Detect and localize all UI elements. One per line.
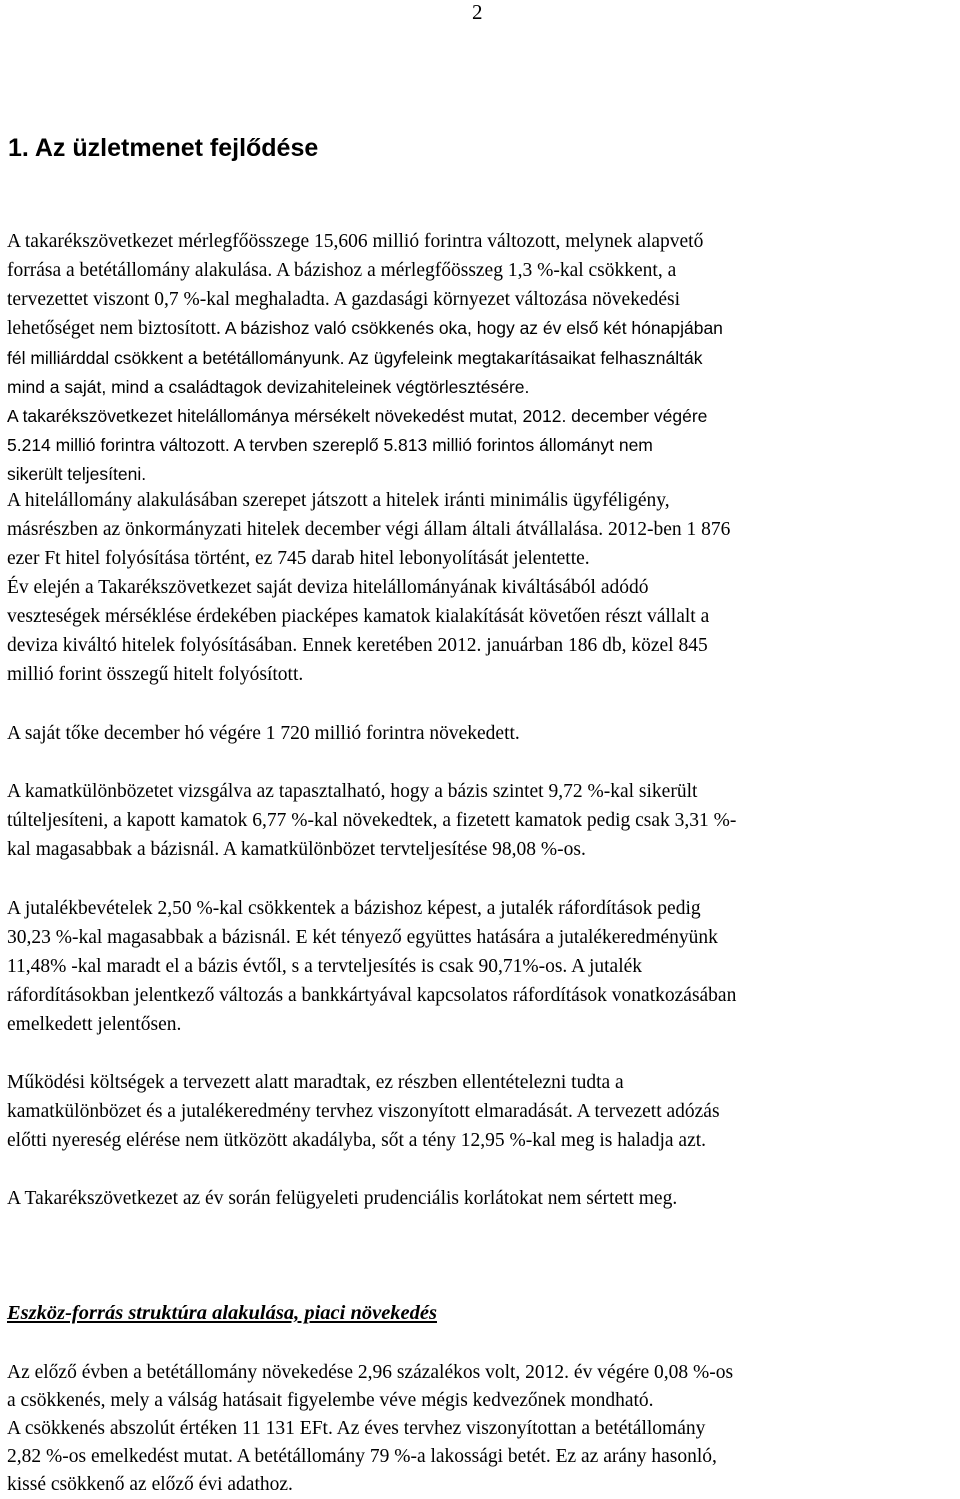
text-line: kamatkülönbözet és a jutalékeredmény tervhez viszonyított elmaradását. A tervezett adózás [7,1101,720,1122]
text-line [7,314,957,344]
text-line: A csökkenés abszolút értéken 11 131 EFt. Az éves tervhez viszonyítottan a betétállomány [7,1418,706,1439]
text-line: 11,48% -kal maradt el a bázis évtől, s a tervteljesítés is csak 90,71%-os. A jutalék [7,956,643,977]
text-line: Év elején a Takarékszövetkezet saját deviza hitelállományának kiváltásából adódó [7,577,649,598]
paragraph-balance-sheet [7,227,957,489]
text-line: a csökkenés, mely a válság hatásait figyelembe véve mégis kedvezőnek mondható. [7,1390,654,1411]
page-number: 2 [472,0,483,24]
text-line: A saját tőke december hó végére 1 720 millió forintra növekedett. [7,723,520,744]
text-line: A takarékszövetkezet mérlegfőösszege 15,606 millió forintra változott, melynek alapvető [7,231,704,252]
text-line: ráfordításokban jelentkező változás a bankkártyával kapcsolatos ráfordítások vonatkozásában [7,985,737,1006]
text-line: deviza kiváltó hitelek folyósításában. Ennek keretében 2012. januárban 186 db, közel 845 [7,635,708,656]
paragraph-prudential [7,1184,957,1213]
text-line: kal magasabbak a bázisnál. A kamatkülönbözet tervteljesítése 98,08 %-os. [7,839,586,860]
text-line: veszteségek mérséklése érdekében piacképes kamatok kialakítását követően részt vállalt a [7,606,710,627]
paragraph-equity [7,719,957,748]
text-line: A Takarékszövetkezet az év során felügyeleti prudenciális korlátokat nem sértett meg. [7,1188,678,1209]
subsection-heading: Eszköz-forrás struktúra alakulása, piaci növekedés [7,1302,437,1324]
text-line: emelkedett jelentősen. [7,1014,182,1035]
text-line: Az előző évben a betétállomány növekedése 2,96 százalékos volt, 2012. év végére 0,08 %-os [7,1362,734,1383]
section-heading: 1. Az üzletmenet fejlődése [8,134,319,162]
text-line: fél milliárddal csökkent a betétállományunk. Az ügyfeleink megtakarításaikat felhasználták [7,348,703,368]
text-line: A kamatkülönbözetet vizsgálva az tapasztalható, hogy a bázis szintet 9,72 %-kal sikerült [7,781,698,802]
text-line: millió forint összegű hitelt folyósított. [7,664,304,685]
text-line: mind a saját, mind a családtagok devizahiteleinek végtörlesztésére. [7,377,530,397]
text-line: 30,23 %-kal magasabbak a bázisnál. E két tényező együttes hatására a jutalékeredményünk [7,927,718,948]
text-segment: lehetőséget nem biztosított. [7,318,221,339]
paragraph-deposits [7,1359,957,1499]
paragraph-loans [7,486,957,689]
text-line: tervezettet viszont 0,7 %-kal meghaladta. A gazdasági környezet változása növekedési [7,289,681,310]
text-line: ezer Ft hitel folyósítása történt, ez 745 darab hitel lebonyolítását jelentette. [7,548,590,569]
text-line: sikerült teljesíteni. [7,464,147,484]
text-line: előtti nyereség elérése nem ütközött akadályba, sőt a tény 12,95 %-kal meg is haladja azt. [7,1130,707,1151]
text-line: kissé csökkenő az előző évi adathoz. [7,1474,293,1495]
paragraph-commissions [7,894,957,1039]
text-segment: A bázishoz való csökkenés oka, hogy az év első két hónapjában [220,318,723,338]
paragraph-operating-costs [7,1068,957,1155]
text-line: 2,82 %-os emelkedést mutat. A betétállomány 79 %-a lakossági betét. Ez az arány hasonló, [7,1446,717,1467]
text-line: forrása a betétállomány alakulása. A bázishoz a mérlegfőösszeg 1,3 %-kal csökkent, a [7,260,677,281]
text-line: A takarékszövetkezet hitelállománya mérsékelt növekedést mutat, 2012. december végére [7,406,708,426]
paragraph-interest [7,777,957,864]
text-line: 5.214 millió forintra változott. A tervben szereplő 5.813 millió forintos állományt nem [7,435,653,455]
text-line: A hitelállomány alakulásában szerepet játszott a hitelek iránti minimális ügyféligény, [7,490,670,511]
text-line: túlteljesíteni, a kapott kamatok 6,77 %-kal növekedtek, a fizetett kamatok pedig csak 3,31 %- [7,810,737,831]
text-line: másrészben az önkormányzati hitelek december végi állam általi átvállalása. 2012-ben 1 876 [7,519,731,540]
text-line: A jutalékbevételek 2,50 %-kal csökkentek a bázishoz képest, a jutalék ráfordítások pedig [7,898,701,919]
text-line: Működési költségek a tervezett alatt maradtak, ez részben ellentételezni tudta a [7,1072,624,1093]
